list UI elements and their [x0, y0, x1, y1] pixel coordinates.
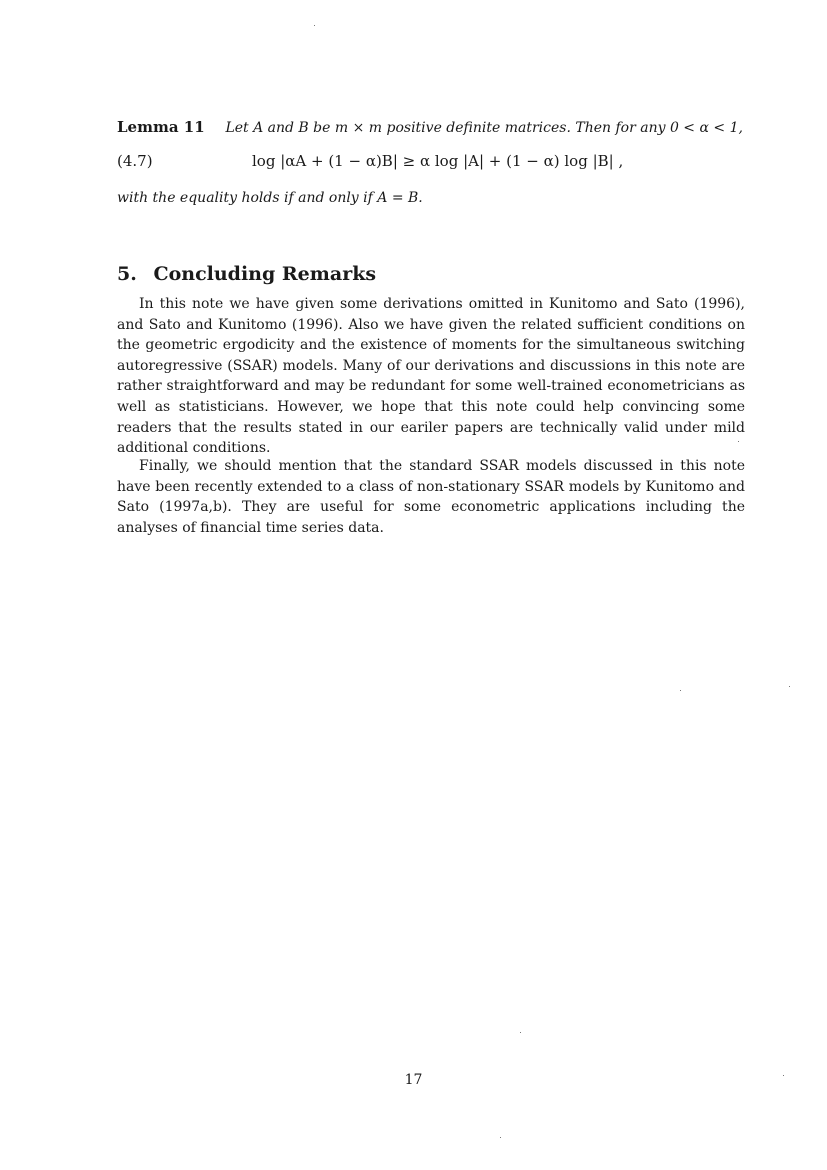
page-number: 17	[404, 1072, 423, 1088]
equation-4-7	[117, 152, 757, 176]
equality-condition: with the equality holds if and only if A = B.	[117, 190, 423, 206]
section-title: Concluding Remarks	[153, 263, 377, 285]
scan-speck	[680, 690, 681, 691]
paragraph-1: In this note we have given some derivations omitted in Kunitomo and Sato (1996), and Sato and Kunitomo (1996). Also we have given the related sufficient conditions on the geometric ergodicity and the existence of moments for the simultaneous switching autoregressive (SSAR) models. Many of our derivations and discussions in this note are rather straightforward and may be redundant for some well-trained econometricians as well as statisticians. However, we hope that this note could help convincing some readers that the results stated in our eariler papers are technically valid under mild additional conditions.	[117, 296, 745, 457]
lemma-text: Let A and B be m × m positive definite matrices. Then for any 0 < α < 1,	[225, 120, 743, 136]
scan-speck	[500, 1137, 501, 1138]
section-heading	[117, 263, 376, 285]
scan-speck	[789, 686, 790, 687]
scan-speck	[783, 1075, 784, 1076]
scan-speck	[520, 1032, 521, 1033]
section-number: 5.	[117, 263, 137, 285]
equation-number: (4.7)	[117, 152, 153, 170]
lemma-label: Lemma 11	[117, 118, 205, 136]
scan-speck	[738, 441, 739, 442]
equation-body: log |αA + (1 − α)B| ≥ α log |A| + (1 − α) log |B| ,	[252, 152, 624, 170]
scan-speck	[314, 25, 315, 26]
lemma-statement	[117, 116, 757, 139]
paragraph-2: Finally, we should mention that the standard SSAR models discussed in this note have been recently extended to a class of non-stationary SSAR models by Kunitomo and Sato (1997a,b). They are useful for some econometric applications including the analyses of financial time series data.	[117, 458, 745, 536]
